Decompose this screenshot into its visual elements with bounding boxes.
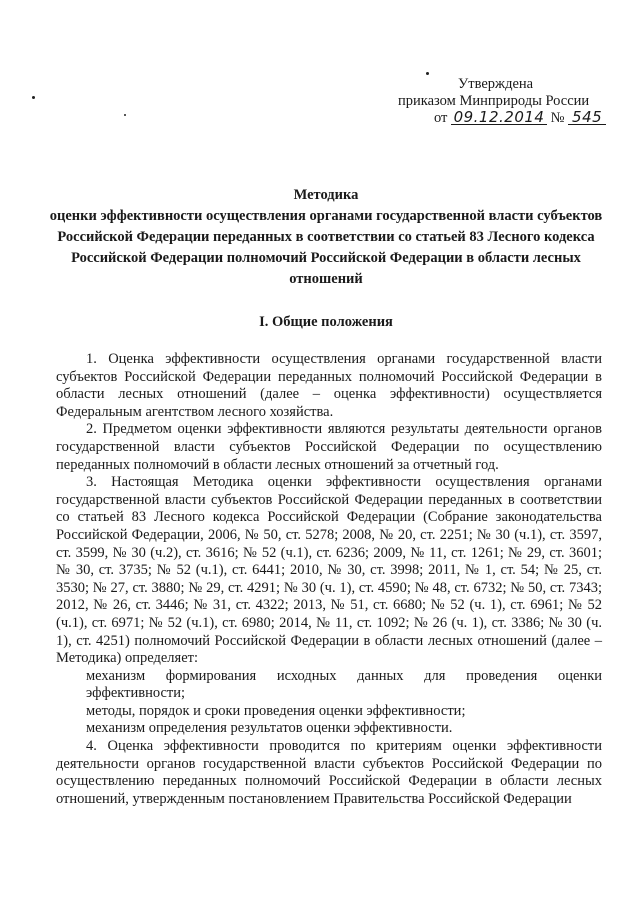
- paragraph-3: 3. Настоящая Методика оценки эффективности осуществления органами государственной власти субъектов Российской Федерации переданных в соответствии со статьей 83 Лесного кодекса Российской Федерации (Собрание законодательства Российской Федерации, 2006, № 50, ст. 5278; 2008, № 20, ст. 2251; № 30 (ч.1), ст. 3597, ст. 3599, № 30 (ч.2), ст. 3616; № 52 (ч.1), ст. 6236; 2009, № 11, ст. 1261; № 29, ст. 3601; № 30, ст. 3735; № 52 (ч.1), ст. 6441; 2010, № 30, ст. 3998; 2011, № 1, ст. 54; № 25, ст. 3530; № 27, ст. 3880; № 29, ст. 4291; № 30 (ч. 1), ст. 4590; № 48, ст. 6732; № 50, ст. 7343; 2012, № 26, ст. 3446; № 31, ст. 4322; 2013, № 51, ст. 6680; № 52 (ч. 1), ст. 6961; № 52 (ч.1), ст. 6971; № 52 (ч.1), ст. 6980; 2014, № 11, ст. 1092; № 26 (ч. 1), ст. 3386; № 30 (ч. 1), ст. 4251) полномочий Российской Федерации в области лесных отношений (далее – Методика) определяет:: [56, 474, 602, 667]
- document-heading: Методика: [293, 187, 359, 203]
- scan-speck: [426, 72, 429, 75]
- approval-order: приказом Минприроды России: [398, 93, 590, 109]
- paragraph-1: 1. Оценка эффективности осуществления органами государственной власти субъектов Российской Федерации переданных полномочий Российской Федерации в области лесных отношений (далее – оценка эффективности) осуществляется Федеральным агентством лесного хозяйства.: [56, 351, 602, 420]
- paragraph-4: 4. Оценка эффективности проводится по критериям оценки эффективности деятельности органов государственной власти субъектов Российской Федерации по осуществлению переданных полномочий Российской Федерации в области лесных отношений, утвержденным постановлением Правительства Российской Федерации: [56, 738, 602, 807]
- list-item: методы, порядок и сроки проведения оценки эффективности;: [86, 702, 466, 719]
- approval-date-line: [398, 110, 618, 127]
- section-title: I. Общие положения: [259, 314, 393, 330]
- handwritten-number: 545: [568, 110, 606, 125]
- paragraph-2: 2. Предметом оценки эффективности являются результаты деятельности органов государственной власти субъектов Российской Федерации по осуществлению переданных полномочий в области лесных отношений за отчетный год.: [56, 421, 602, 473]
- approval-label: Утверждена: [458, 76, 534, 92]
- number-prefix: №: [550, 110, 565, 126]
- date-prefix: от: [434, 110, 448, 126]
- document-subtitle: оценки эффективности осуществления органами государственной власти субъектов Российской Федерации переданных в соответствии со статьей 83 Лесного кодекса Российской Федерации полномочий Российской Федерации в области лесных отношений: [49, 208, 603, 287]
- document-body: [56, 351, 602, 808]
- scan-speck: [32, 96, 35, 99]
- list-item: механизм формирования исходных данных для проведения оценки эффективности;: [86, 667, 602, 702]
- handwritten-date: 09.12.2014: [451, 110, 547, 125]
- list-item: механизм определения результатов оценки эффективности.: [86, 720, 453, 737]
- scan-speck: [124, 114, 126, 116]
- approval-block: [398, 76, 618, 127]
